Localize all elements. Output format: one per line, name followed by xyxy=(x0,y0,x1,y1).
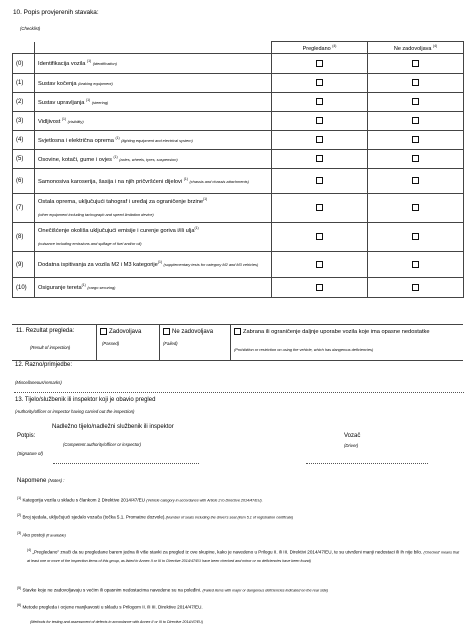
note-item: $^{(5)}$ Stavke koje ne zadovoljavaju s većim ili opasnim nedostacima navedene su na poleđini. (Failed items with major or dangerous deficiencies indicated on the rear side) xyxy=(17,586,329,593)
passed-checkbox[interactable] xyxy=(316,60,323,67)
failed-column-header: Ne zadovoljava $^{(4)}$ xyxy=(368,42,464,54)
section-13-subtitle: (Authority/officer or inspector having carried out the inspection) xyxy=(15,409,135,414)
failed-checkbox[interactable] xyxy=(412,233,419,240)
failed-checkbox[interactable] xyxy=(412,60,419,67)
note-item: $^{(1)}$ Kategorija vozila u skladu s člankom 2 Direktive 2014/47/EU (Vehicle category in accordance with Article 2 to Directive 2014/47/EU). xyxy=(17,496,263,503)
passed-checkbox[interactable] xyxy=(316,79,323,86)
passed-checkbox[interactable] xyxy=(316,136,323,143)
checklist-row: (0) Identifikacija vozila $^{(1)}$ (identification) xyxy=(13,54,464,74)
section-11-title: 11. Rezultat pregleda: xyxy=(16,328,75,334)
officer-subtitle: (Competent authority/officer or inspector) xyxy=(63,442,142,447)
result-passed-option[interactable]: Zadovoljava xyxy=(100,328,141,335)
note-item: $^{(4)}$ „Pregledano" znači da su pregledane barem jedna ili više stavki za pregled iz ove skupine, kako je navedeno u Prilogu II. ili III. Direktivi 2014/47/EU, te su utvrđeni manji nedostaci ili ih nije bilo. ('checked' means that at least one or more of the inspection items of this group, as listed in Annex II or III to Directive 2014/47/EU have been checked and minor or no deficiencies have been found) xyxy=(27,548,460,564)
checklist-row: (3) Vidljivost $^{(1)}$ (visibility) xyxy=(13,112,464,131)
passed-column-header: Pregledano $^{(4)}$ xyxy=(272,42,368,54)
checklist-row: (10) Osiguranje tereta$^{(1)}$ (cargo securing) xyxy=(13,278,464,298)
section-12-subtitle: (Miscellaneous/remarks) xyxy=(15,380,62,385)
note-item: $^{(3)}$ Ako postoji (if available) xyxy=(17,531,66,538)
section-11-subtitle: (Result of inspection) xyxy=(30,345,71,350)
officer-signature-line[interactable] xyxy=(53,463,199,464)
failed-checkbox[interactable] xyxy=(412,117,419,124)
passed-checkbox[interactable] xyxy=(316,204,323,211)
failed-checkbox[interactable] xyxy=(412,98,419,105)
section-12-title: 12. Razno/primjedbe: xyxy=(15,362,73,368)
failed-checkbox[interactable] xyxy=(412,155,419,162)
officer-label: Nadležno tijelo/nadležni službenik ili inspektor xyxy=(52,424,174,430)
failed-checkbox[interactable] xyxy=(412,177,419,184)
section-13-title: 13. Tijelo/službenik ili inspektor koji je obavio pregled xyxy=(15,397,156,403)
checklist-row: (6) Samonosiva karoserija, šasija i na njih pričvršćeni dijelovi $^{(1)}$ (chassis and chassis attachments) xyxy=(13,169,464,194)
section-10-subtitle: (Checklist) xyxy=(20,26,41,31)
driver-subtitle: (Driver) xyxy=(344,443,359,448)
passed-checkbox[interactable] xyxy=(316,177,323,184)
note-item: $^{(2)}$ Broj sjedala, uključujući sjedalo vozača (točka 5.1. Promatne dozvole).(Number of seats including the driver's seat (item 5.1 of registration certificate) xyxy=(17,513,294,520)
driver-label: Vozač xyxy=(344,433,361,439)
checklist-row: (2) Sustav upravljanja $^{(1)}$ (steering) xyxy=(13,93,464,112)
checklist-row: (4) Svjetlosna i električna oprema $^{(1)}$ (lighting equipment and electrical system) xyxy=(13,131,464,150)
failed-checkbox[interactable] xyxy=(412,284,419,291)
driver-signature-line[interactable] xyxy=(306,463,428,464)
failed-checkbox[interactable] xyxy=(412,79,419,86)
note-item: $^{(6)}$ Metode pregleda i ocjene manjkavosti u skladu s Prilogom II. ili III. Direktive 2014/47/EU. xyxy=(17,603,203,610)
signature-subtitle: (Signature of) xyxy=(17,451,44,456)
passed-checkbox[interactable] xyxy=(316,284,323,291)
result-failed-option[interactable]: Ne zadovoljava xyxy=(163,328,213,335)
checklist-header-row xyxy=(13,42,464,54)
remarks-line[interactable] xyxy=(14,392,464,393)
result-prohibition-option[interactable]: Zabrana ili ograničenje daljnje uporabe vozila koje ima opasne nedostatke xyxy=(234,328,430,335)
checklist-row: (1) Sustav kočenja (braking equipment) xyxy=(13,74,464,93)
prohibition-checkbox[interactable] xyxy=(234,328,241,335)
passed-checkbox[interactable] xyxy=(316,261,323,268)
note-item-subtitle: (Methods for testing and assessment of defects in accordance with Annex II or III to Directive 2014/47/EU) xyxy=(30,620,204,624)
failed-checkbox[interactable] xyxy=(412,204,419,211)
checklist-row: (5) Osovine, kotači, gume i ovjes $^{(1)}$ (axles, wheels, tyres, suspension) xyxy=(13,150,464,169)
checklist-row: (9) Dodatna ispitivanja za vozila M2 i M3 kategorije$^{(1)}$ (supplementary tests for category M2 and M3 vehicles) xyxy=(13,252,464,278)
failed-checkbox[interactable] xyxy=(412,261,419,268)
passed-checkbox[interactable] xyxy=(316,98,323,105)
passed-checkbox[interactable] xyxy=(100,328,107,335)
failed-checkbox[interactable] xyxy=(412,136,419,143)
passed-checkbox[interactable] xyxy=(316,233,323,240)
checklist-table xyxy=(12,41,464,298)
failed-checkbox[interactable] xyxy=(163,328,170,335)
notes-title: Napomene (Notes) : xyxy=(17,478,65,484)
checklist-row: (8) Onečišćenje okoliša uključujući emisije i curenje goriva i/ili ulja$^{(1)}$ (nuisance including emissions and spillage of fuel and/or oil) xyxy=(13,223,464,252)
signature-label: Potpis: xyxy=(17,433,36,439)
inspection-result-section: 11. Rezultat pregleda: (Result of inspection) Zadovoljava (Passed) Ne zadovoljava (Failed) Zabrana ili ograničenje daljnje uporabe vozila koje ima opasne nedostatke (Prohibition or restriction on using the vehicle, which has dangerous deficiencies) xyxy=(12,324,463,361)
passed-checkbox[interactable] xyxy=(316,117,323,124)
passed-checkbox[interactable] xyxy=(316,155,323,162)
checklist-row: (7) Ostala oprema, uključujući tahograf i uređaj za ograničenje brzine$^{(1)}$ (other equipment including tachograph and speed limitation device) xyxy=(13,194,464,223)
section-10-title: 10. Popis provjerenih stavaka: xyxy=(13,9,99,16)
